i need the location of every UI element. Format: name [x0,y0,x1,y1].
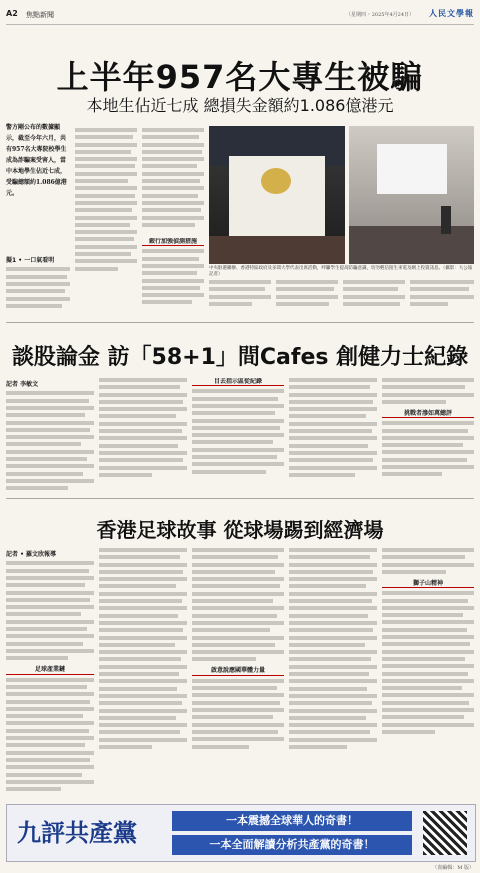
story2-column-1 [6,378,94,490]
story2-section-title-2: 挑戰者滲如萬總評 [382,410,474,418]
issue-date: （星期四 ･ 2025年4月24日） [346,12,414,18]
story1-headline: 上半年957名大專生被騙 [56,58,424,96]
story1-lead-column [6,122,70,272]
story2-column-2 [99,378,187,490]
divider-2 [6,498,474,499]
page-header [6,6,474,25]
ad-brand: 九評共產黨 [17,819,137,847]
story3-column-5 [382,548,474,798]
story3-section-title-1: 足球產業鏈 [6,666,94,674]
story1-body-column-5 [276,280,338,316]
story3-headline: 香港足球故事 從球場踢到經濟場 [96,518,384,542]
story1-subheadline: 本地生佔近七成 總損失金額約1.086億港元 [86,96,394,115]
story1-body-column-3 [142,128,204,238]
story1-body-column-4 [209,280,271,316]
story1-box-title: 銀行加強偵測措施 [142,238,204,246]
story3-byline: 記者 • 羅文欣報導 [6,551,57,558]
section-name: 焦點新聞 [26,11,54,19]
story3-section-title-2: 啟意說應國華體力量 [192,667,284,675]
story1-box [142,238,204,316]
story1-body-column-6 [343,280,405,316]
divider-1 [6,322,474,323]
qr-code-icon[interactable] [423,811,467,855]
footer-note: （責編輯：M 版） [432,865,474,871]
story3-column-3 [192,548,284,798]
story3-box-title: 獅子山精神 [382,580,474,588]
story1-section-title: 擬1 • 一口氣看明 [6,257,55,264]
story2-column-3 [192,378,284,490]
story1-body-column-1 [6,254,70,314]
story2-column-5 [382,378,474,490]
story1-photo-lecture [349,126,474,264]
story2-byline: 記者 李敏文 [6,381,39,388]
story1-lead: 警方剛公布的數據顯示，截至今年六月，共有957名大專院校學生成為詐騙案受害人，當中本地學生佔近七成，受騙總額約1.086億港元。 [6,124,67,197]
story1-body-column-2 [75,128,137,314]
story2-column-4 [289,378,377,490]
story2-section-title-1: 目去指示區從紀錄 [192,378,284,386]
story3-column-2 [99,548,187,798]
story1-body-column-7 [410,280,474,316]
story1-photo-event [209,126,345,264]
page-number: A2 [6,9,18,18]
advertisement-banner[interactable] [6,804,476,862]
ad-line-2: 一本全面解讀分析共產黨的奇書！ [172,835,412,855]
story2-headline: 談股論金 訪「58+1」間Cafes 創健力士紀錄 [11,345,469,370]
masthead-logo: 人民文學報 [429,8,474,18]
ad-line-1: 一本震撼全球華人的奇書！ [172,811,412,831]
story3-column-1 [6,548,94,798]
story1-photo-caption: 中央駐港聯辦、香港特區政府及多間大學代表出席活動，呼籲學生提高防騙意識，切勿輕信陌生來電及網上投資訊息。（攝影：大公報記者） [209,266,473,277]
story3-column-4 [289,548,377,798]
